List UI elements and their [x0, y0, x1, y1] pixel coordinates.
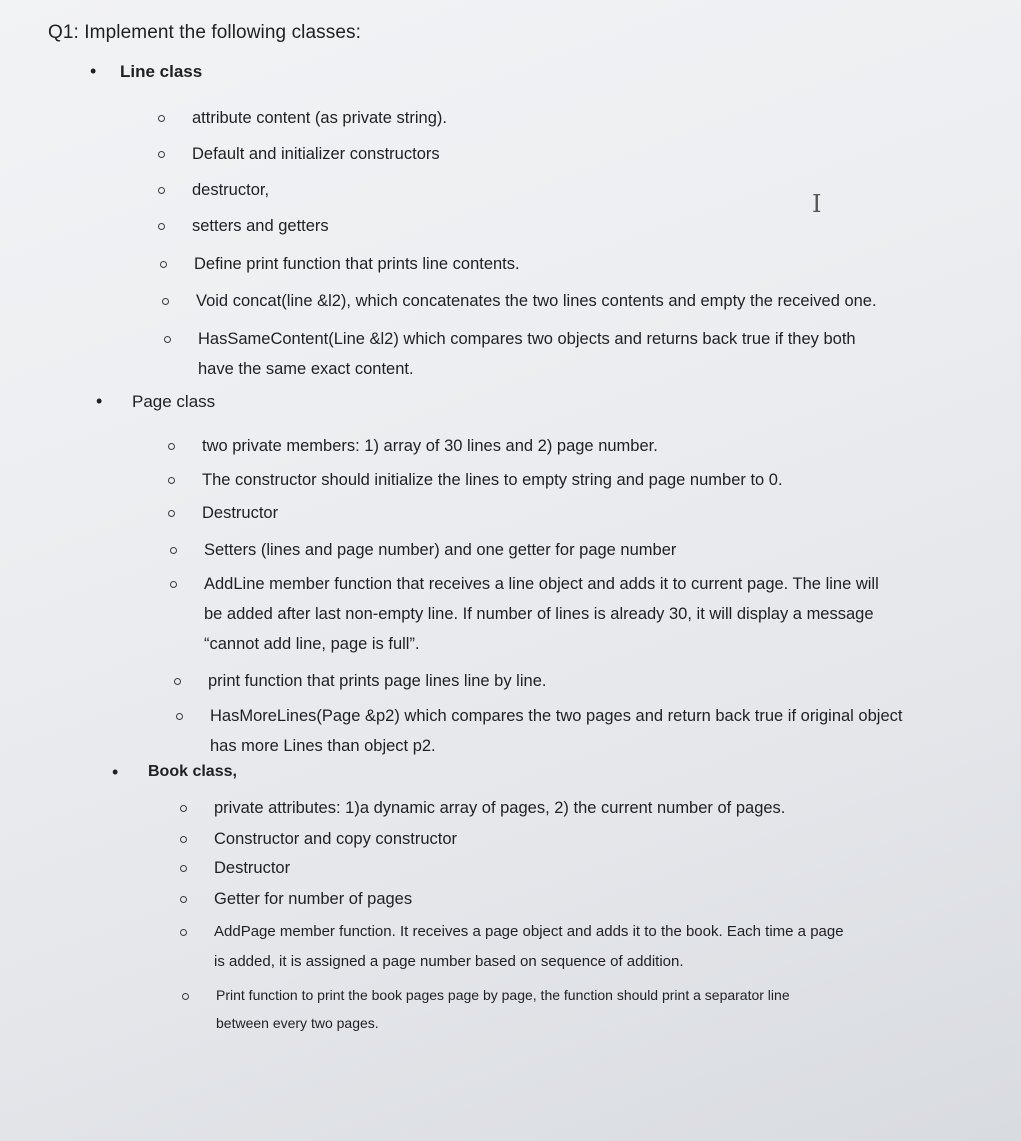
bullet-icon: • [90, 61, 97, 81]
item-line: The constructor should initialize the lines to empty string and page number to 0. [202, 471, 783, 489]
circle-bullet-icon [162, 298, 169, 305]
item-line: AddLine member function that receives a line object and adds it to current page. The line will [204, 575, 879, 593]
circle-bullet-icon [182, 993, 189, 1000]
item-line: Define print function that prints line contents. [194, 255, 520, 273]
item-line: Setters (lines and page number) and one getter for page number [204, 541, 677, 559]
item-line: have the same exact content. [198, 360, 414, 378]
circle-bullet-icon [176, 713, 183, 720]
circle-bullet-icon [170, 581, 177, 588]
circle-bullet-icon [180, 896, 187, 903]
circle-bullet-icon [168, 510, 175, 517]
circle-bullet-icon [158, 115, 165, 122]
section-title: Page class [132, 392, 216, 411]
circle-bullet-icon [168, 443, 175, 450]
text-cursor-icon: I [812, 190, 822, 218]
item-line: two private members: 1) array of 30 lines and 2) page number. [202, 437, 658, 455]
item-line: Default and initializer constructors [192, 145, 440, 163]
circle-bullet-icon [170, 547, 177, 554]
circle-bullet-icon [180, 805, 187, 812]
circle-bullet-icon [164, 336, 171, 343]
circle-bullet-icon [158, 187, 165, 194]
bullet-icon: • [96, 391, 103, 411]
item-line: private attributes: 1)a dynamic array of pages, 2) the current number of pages. [214, 799, 786, 817]
item-line: has more Lines than object p2. [210, 737, 436, 755]
item-line: HasMoreLines(Page &p2) which compares the two pages and return back true if original object [210, 707, 903, 725]
item-line: is added, it is assigned a page number based on sequence of addition. [214, 953, 684, 970]
section-title: Line class [120, 62, 203, 81]
item-line: AddPage member function. It receives a page object and adds it to the book. Each time a page [214, 923, 844, 940]
circle-bullet-icon [174, 678, 181, 685]
question-title: Q1: Implement the following classes: [48, 22, 362, 43]
item-line: destructor, [192, 181, 270, 199]
item-line: “cannot add line, page is full”. [204, 635, 420, 653]
item-line: HasSameContent(Line &l2) which compares two objects and returns back true if they both [198, 330, 856, 348]
item-line: Destructor [214, 859, 291, 877]
circle-bullet-icon [180, 929, 187, 936]
item-line: Constructor and copy constructor [214, 830, 458, 848]
item-line: print function that prints page lines line by line. [208, 672, 547, 690]
circle-bullet-icon [168, 477, 175, 484]
circle-bullet-icon [158, 223, 165, 230]
circle-bullet-icon [160, 261, 167, 268]
circle-bullet-icon [180, 836, 187, 843]
item-line: be added after last non-empty line. If number of lines is already 30, it will display a message [204, 605, 874, 623]
item-line: Print function to print the book pages page by page, the function should print a separator line [216, 987, 790, 1003]
item-line: setters and getters [192, 217, 329, 235]
item-line: Destructor [202, 504, 279, 522]
section-title: Book class, [148, 763, 237, 780]
item-line: attribute content (as private string). [192, 109, 447, 127]
circle-bullet-icon [180, 865, 187, 872]
item-line: Void concat(line &l2), which concatenates the two lines contents and empty the received one. [196, 292, 877, 310]
circle-bullet-icon [158, 151, 165, 158]
bullet-icon: • [112, 762, 119, 782]
item-line: Getter for number of pages [214, 890, 413, 908]
item-line: between every two pages. [216, 1015, 379, 1031]
